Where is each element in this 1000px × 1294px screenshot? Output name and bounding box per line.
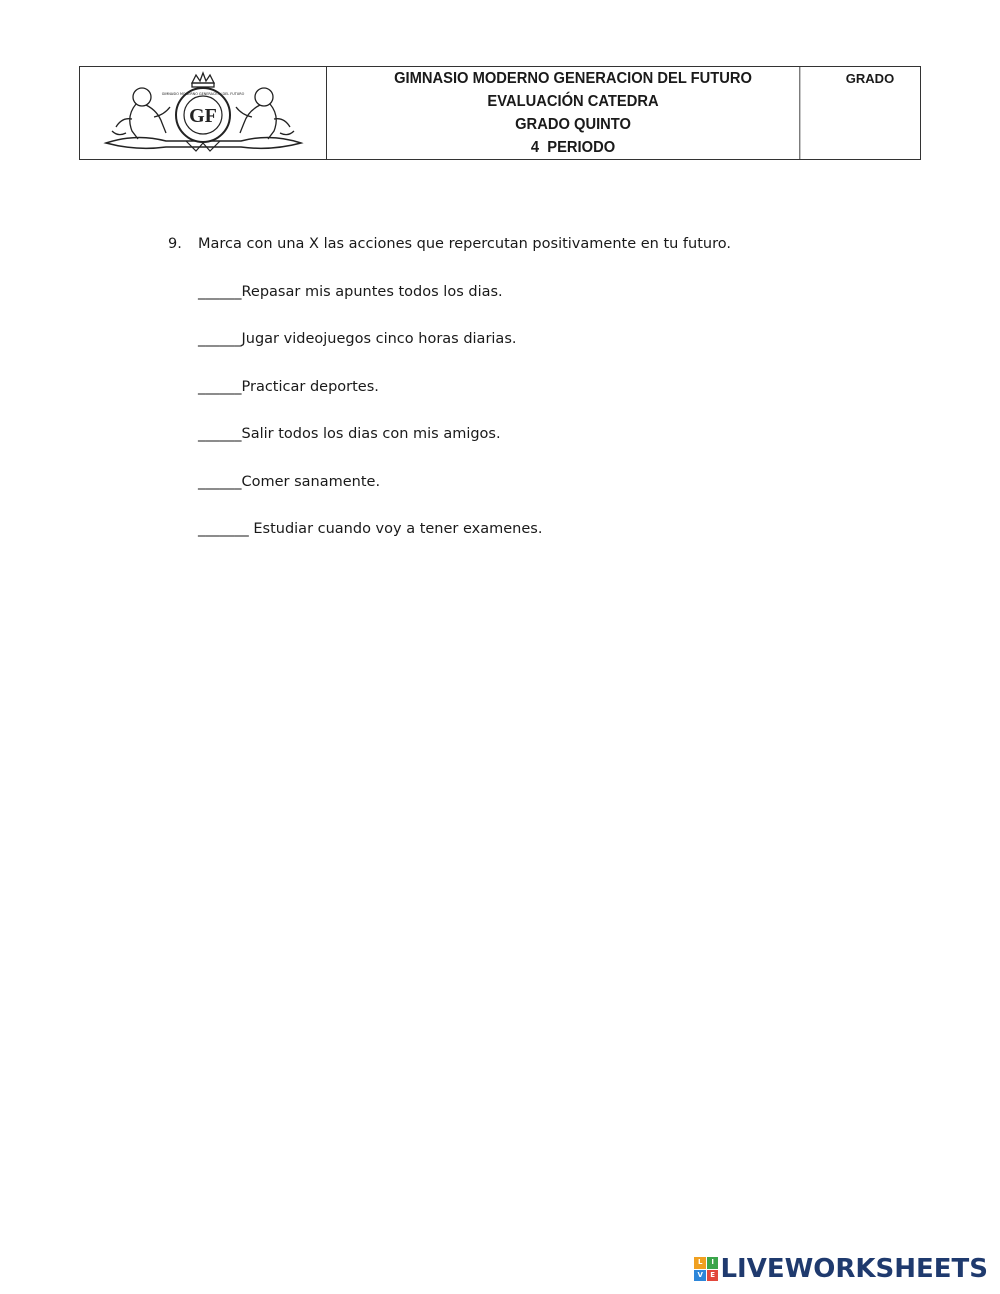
question-section xyxy=(168,232,928,541)
school-crest-logo xyxy=(96,71,311,155)
liveworksheets-brand xyxy=(694,1254,988,1284)
question-9 xyxy=(168,232,928,256)
option-item[interactable]: ______Practicar deportes. xyxy=(198,378,379,395)
logo-cell xyxy=(80,67,327,159)
grade-title: GRADO QUINTO xyxy=(515,116,631,133)
logo-initials: GF xyxy=(188,105,217,127)
school-name: GIMNASIO MODERNO GENERACION DEL FUTURO xyxy=(394,70,752,87)
options-list xyxy=(198,280,928,542)
question-number: 9. xyxy=(168,236,182,252)
right-lion-icon xyxy=(236,88,294,139)
medallion-icon xyxy=(161,88,244,142)
period-title: 4 PERIODO xyxy=(530,139,616,156)
option-item[interactable]: _______ Estudiar cuando voy a tener examenes. xyxy=(198,521,543,537)
option-item[interactable]: ______Salir todos los dias con mis amigos. xyxy=(198,426,501,442)
option-item[interactable]: ______Repasar mis apuntes todos los dias. xyxy=(198,283,503,300)
header-table xyxy=(79,66,921,160)
crown-icon xyxy=(192,73,214,87)
brand-mark-letter: L xyxy=(694,1257,706,1269)
option-item[interactable]: ______Jugar videojuegos cinco horas diarias. xyxy=(198,331,517,347)
liveworksheets-logo-icon xyxy=(694,1257,718,1281)
option-item[interactable]: ______Comer sanamente. xyxy=(198,473,381,490)
brand-text: LIVEWORKSHEETS xyxy=(720,1254,988,1284)
brand-mark-letter: I xyxy=(707,1257,719,1269)
brand-mark-letter: V xyxy=(694,1270,706,1282)
question-text: Marca con una X las acciones que repercutan positivamente en tu futuro. xyxy=(198,236,731,252)
logo-ring-text: GIMNASIO MODERNO GENERACION DEL FUTURO xyxy=(161,92,244,96)
brand-mark-letter: E xyxy=(707,1270,719,1282)
header-title-cell xyxy=(347,67,801,159)
grade-label: GRADO xyxy=(845,71,895,86)
grade-cell xyxy=(820,67,920,159)
evaluation-title: EVALUACIÓN CATEDRA xyxy=(487,93,659,110)
